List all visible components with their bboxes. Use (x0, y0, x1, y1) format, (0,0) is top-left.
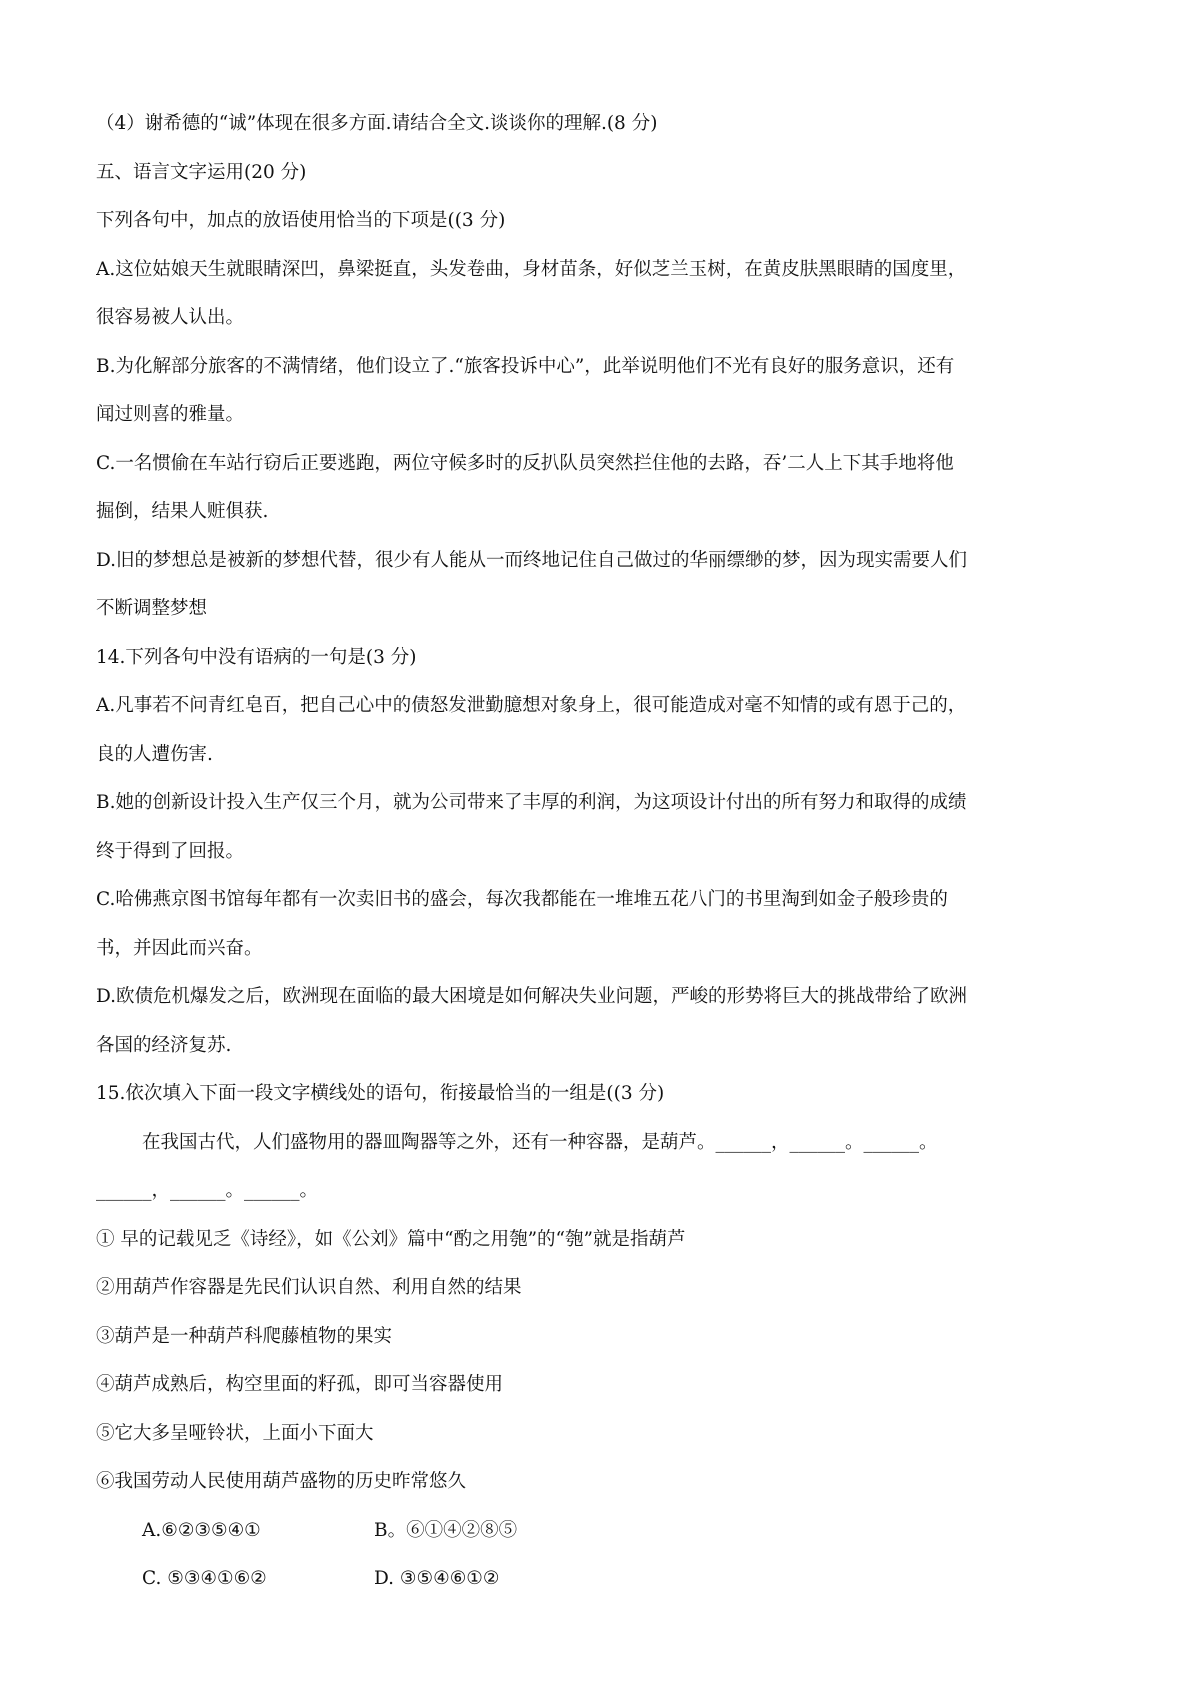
answer-option-a: A.⑥②③⑤④① (142, 1519, 261, 1541)
sentence-item-4: ④葫芦成熟后，构空里面的籽孤，即可当容器使用 (96, 1374, 504, 1395)
question-14-option-a: A.凡事若不问青红皂百，把自己心中的债怒发泄勤臆想对象身上，很可能造成对毫不知情的或有恩于己的， (96, 695, 967, 716)
answer-options-row-1 (96, 1507, 1131, 1556)
question-14-option-c-cont: 书，并因此而兴奋。 (96, 937, 263, 959)
question-14-option-b-cont: 终于得到了回报。 (96, 840, 245, 862)
sentence-item-3: ③葫芦是一种葫芦科爬藤植物的果实 (96, 1325, 393, 1347)
question-15-passage: 在我国古代，人们盛物用的器皿陶器等之外，还有一种容器，是葫芦。______，______。______。 (142, 1131, 938, 1153)
question-14-option-b: B.她的创新设计投入生产仅三个月，就为公司带来了丰厚的利润，为这项设计付出的所有努力和取得的成绩 (96, 792, 967, 813)
question-13-option-c-cont: 掘倒，结果人赃俱获. (96, 501, 269, 522)
answer-option-d: D. ③⑤④⑥①② (374, 1568, 500, 1589)
question-14-prompt: 14.下列各句中没有语病的一句是(3 分) (96, 646, 417, 668)
question-14-option-d: D.欧债危机爆发之后，欧洲现在面临的最大困境是如何解决失业问题，严峻的形势将巨大的挑战带给了欧洲 (96, 986, 968, 1007)
answer-option-c: C. ⑤③④①⑥② (142, 1568, 267, 1589)
answer-options-row-2 (96, 1555, 1131, 1604)
question-14-option-a-cont: 良的人遭伤害. (96, 743, 213, 765)
sentence-item-5: ⑤它大多呈哑铃状，上面小下面大 (96, 1422, 374, 1444)
sentence-item-6: ⑥我国劳动人民使用葫芦盛物的历史昨常悠久 (96, 1471, 467, 1492)
answer-option-b: B。⑥①④②⑧⑤ (374, 1519, 518, 1541)
sentence-item-2: ②用葫芦作容器是先民们认识自然、利用自然的结果 (96, 1277, 522, 1298)
question-15-prompt: 15.依次填入下面一段文字横线处的语句，衔接最恰当的一组是((3 分) (96, 1083, 665, 1104)
question-13-option-b: B.为化解部分旅客的不满情绪，他们设立了.“旅客投诉中心”，此举说明他们不光有良好的服务意识，还有 (96, 355, 955, 377)
sentence-item-1: ① 早的记载见乏《诗经》，如《公刘》篇中“酌之用匏”的“匏”就是指葫芦 (96, 1228, 686, 1250)
question-14-option-d-cont: 各国的经济复苏. (96, 1034, 232, 1056)
question-13-option-c: C.一名惯偷在车站行窃后正要逃跑，两位守候多时的反扒队员突然拦住他的去路，吞’二人上下其手地将他 (96, 452, 954, 474)
question-13-option-d-cont: 不断调整梦想 (96, 598, 208, 619)
exam-page (96, 100, 1131, 1604)
section-5-heading: 五、语言文字运用(20 分) (96, 161, 307, 183)
question-15-passage-cont: ______，______。______。 (96, 1180, 319, 1201)
question-4-prompt: （4）谢希德的“诚”体现在很多方面.请结合全文.谈谈你的理解.(8 分) (96, 113, 658, 134)
question-13-option-d: D.旧的梦想总是被新的梦想代替，很少有人能从一而终地记住自己做过的华丽缥缈的梦，因为现实需要人们 (96, 549, 968, 571)
question-13-option-b-cont: 闻过则喜的雅量。 (96, 404, 245, 425)
question-13-option-a: A.这位姑娘天生就眼睛深凹，鼻梁挺直，头发卷曲，身材苗条，好似芝兰玉树，在黄皮肤黑眼睛的国度里， (96, 258, 967, 280)
question-14-option-c: C.哈佛燕京图书馆每年都有一次卖旧书的盛会，每次我都能在一堆堆五花八门的书里淘到如金子般珍贵的 (96, 889, 948, 910)
question-13-prompt: 下列各句中，加点的放语使用恰当的下项是((3 分) (96, 210, 506, 231)
question-13-option-a-cont: 很容易被人认出。 (96, 307, 245, 328)
